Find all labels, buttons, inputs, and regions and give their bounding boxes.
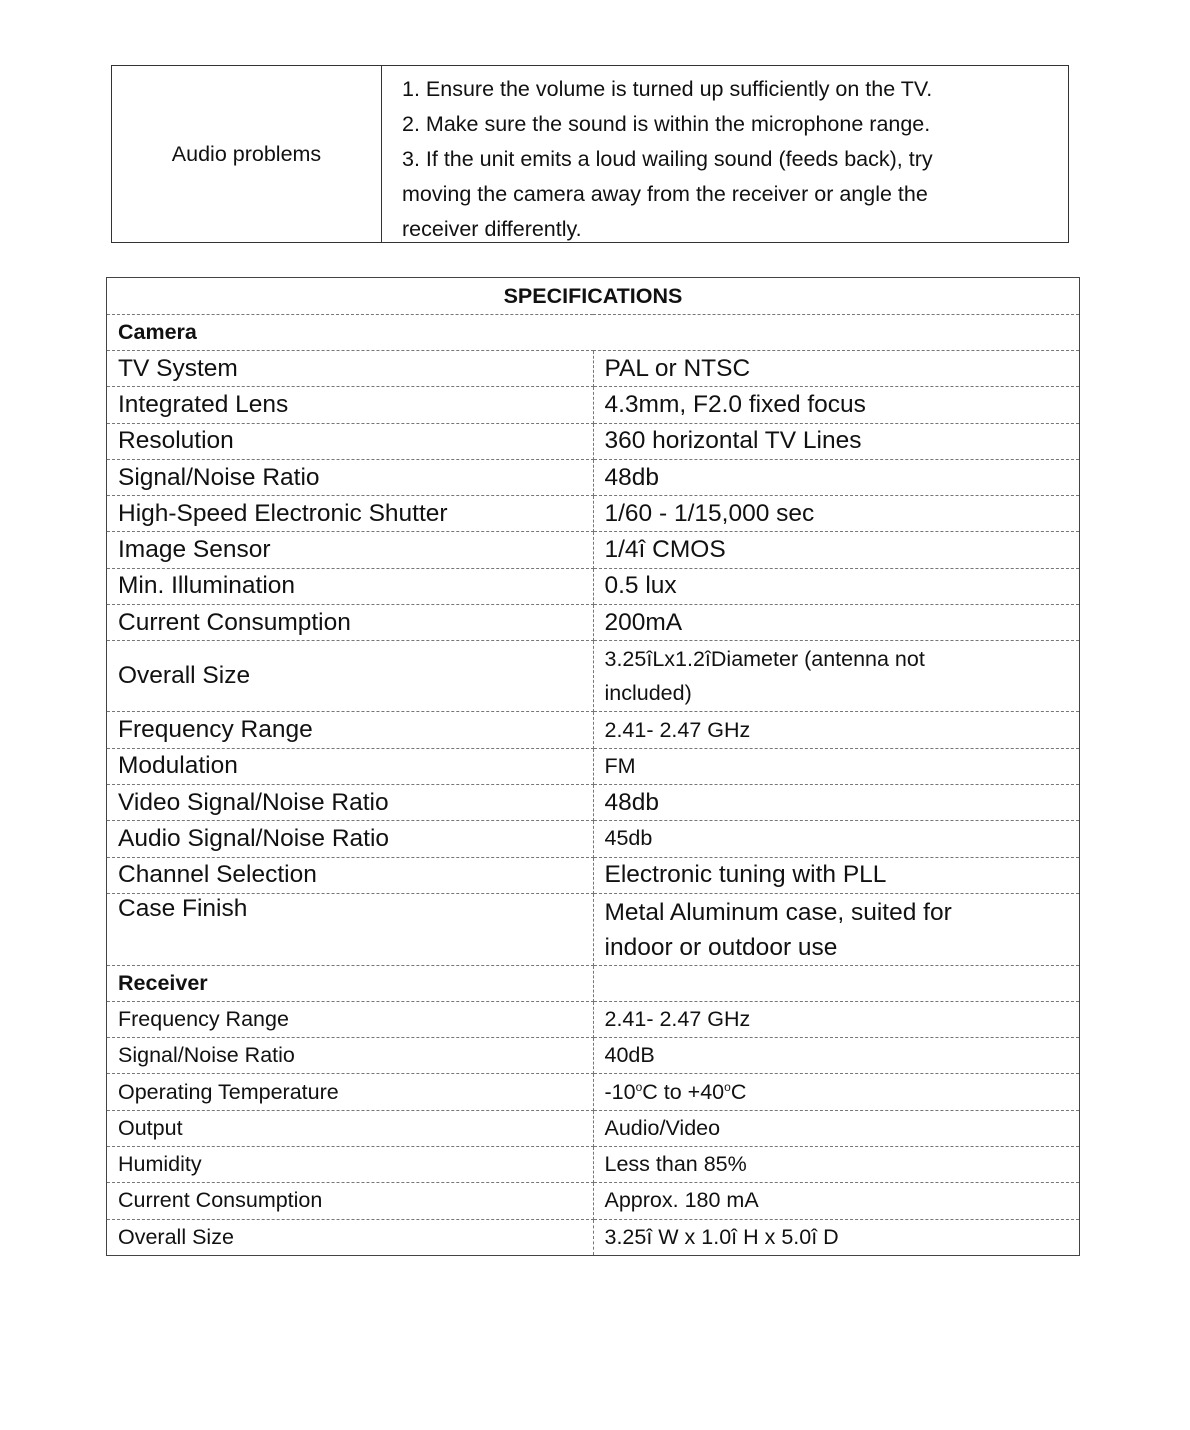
solution-line: 2. Make sure the sound is within the microphone range.	[402, 112, 931, 136]
spec-value-line: included)	[604, 681, 692, 706]
degree-mark: o	[635, 1079, 643, 1094]
problem-cell	[112, 66, 382, 242]
spec-value: FM	[593, 748, 1080, 784]
table-row	[107, 605, 1080, 641]
spec-label: Integrated Lens	[107, 387, 594, 423]
spec-value	[593, 1074, 1080, 1110]
table-row	[107, 1110, 1080, 1146]
table-row	[107, 857, 1080, 893]
spec-value-line: indoor or outdoor use	[604, 933, 838, 961]
spec-value: 48db	[593, 459, 1080, 495]
spec-value	[593, 893, 1080, 965]
solution-line: 1. Ensure the volume is turned up sufficiently on the TV.	[402, 77, 933, 101]
table-row	[107, 459, 1080, 495]
spec-label: Output	[107, 1110, 594, 1146]
spec-label: Audio Signal/Noise Ratio	[107, 821, 594, 857]
spec-label: Signal/Noise Ratio	[107, 1038, 594, 1074]
spec-label: Resolution	[107, 423, 594, 459]
spec-value: 200mA	[593, 605, 1080, 641]
camera-heading: Camera	[107, 315, 1080, 351]
spec-label: Min. Illumination	[107, 568, 594, 604]
receiver-heading: Receiver	[107, 965, 594, 1001]
spec-label: Image Sensor	[107, 532, 594, 568]
temp-part: C	[730, 1079, 747, 1104]
spec-title-row	[107, 278, 1080, 315]
table-row	[107, 641, 1080, 712]
spec-label: Overall Size	[107, 1219, 594, 1255]
spec-label: Frequency Range	[107, 1001, 594, 1037]
solution-line: receiver differently.	[402, 217, 582, 241]
spec-label: Overall Size	[107, 641, 594, 712]
temp-part: -10	[604, 1079, 636, 1104]
spec-value: 48db	[593, 784, 1080, 820]
spec-label: Channel Selection	[107, 857, 594, 893]
camera-heading-row	[107, 315, 1080, 351]
table-row	[107, 784, 1080, 820]
problem-label: Audio problems	[171, 141, 322, 166]
spec-label: Signal/Noise Ratio	[107, 459, 594, 495]
table-row	[107, 893, 1080, 965]
table-row	[107, 1001, 1080, 1037]
spec-label: Modulation	[107, 748, 594, 784]
table-row	[107, 748, 1080, 784]
spec-value: Electronic tuning with PLL	[593, 857, 1080, 893]
spec-value: Less than 85%	[593, 1147, 1080, 1183]
spec-value: 1/60 - 1/15,000 sec	[593, 496, 1080, 532]
spec-title: SPECIFICATIONS	[107, 278, 1080, 315]
spec-label: Current Consumption	[107, 605, 594, 641]
table-row	[107, 496, 1080, 532]
receiver-heading-blank	[593, 965, 1080, 1001]
spec-value-line: 3.25îLx1.2îDiameter (antenna not	[604, 647, 925, 672]
specifications-table	[106, 277, 1080, 1256]
spec-value: 40dB	[593, 1038, 1080, 1074]
spec-value: 2.41- 2.47 GHz	[593, 1001, 1080, 1037]
solution-cell	[382, 66, 1068, 242]
table-row	[107, 532, 1080, 568]
temp-part: C to +40	[642, 1079, 725, 1104]
spec-value: PAL or NTSC	[593, 351, 1080, 387]
spec-label: Case Finish	[107, 893, 594, 965]
table-row	[107, 1074, 1080, 1110]
spec-value: 1/4î CMOS	[593, 532, 1080, 568]
spec-value: 45db	[593, 821, 1080, 857]
degree-mark: o	[724, 1079, 731, 1094]
spec-value	[593, 641, 1080, 712]
spec-value: 3.25î W x 1.0î H x 5.0î D	[604, 1224, 839, 1249]
spec-value: 4.3mm, F2.0 fixed focus	[593, 387, 1080, 423]
table-row	[107, 1038, 1080, 1074]
spec-value: 360 horizontal TV Lines	[593, 423, 1080, 459]
solution-line: 3. If the unit emits a loud wailing sound (feeds back), try	[402, 147, 933, 171]
spec-value-line: Metal Aluminum case, suited for	[604, 898, 952, 926]
spec-label: High-Speed Electronic Shutter	[107, 496, 594, 532]
spec-label: Operating Temperature	[107, 1074, 594, 1110]
table-row	[107, 1147, 1080, 1183]
spec-value: 2.41- 2.47 GHz	[593, 712, 1080, 748]
spec-label: TV System	[107, 351, 594, 387]
table-row	[107, 1183, 1080, 1219]
table-row	[107, 1219, 1080, 1255]
table-row	[107, 568, 1080, 604]
spec-label: Current Consumption	[107, 1183, 594, 1219]
table-row	[107, 387, 1080, 423]
table-row	[107, 351, 1080, 387]
table-row	[107, 712, 1080, 748]
spec-value: Audio/Video	[593, 1110, 1080, 1146]
solution-line: moving the camera away from the receiver or angle the	[402, 182, 928, 206]
spec-label: Humidity	[107, 1147, 594, 1183]
spec-value: Approx. 180 mA	[593, 1183, 1080, 1219]
table-row	[107, 423, 1080, 459]
table-row	[107, 821, 1080, 857]
spec-label: Frequency Range	[107, 712, 594, 748]
receiver-heading-row	[107, 965, 1080, 1001]
spec-label: Video Signal/Noise Ratio	[107, 784, 594, 820]
troubleshooting-table	[111, 65, 1069, 243]
spec-value: 0.5 lux	[593, 568, 1080, 604]
